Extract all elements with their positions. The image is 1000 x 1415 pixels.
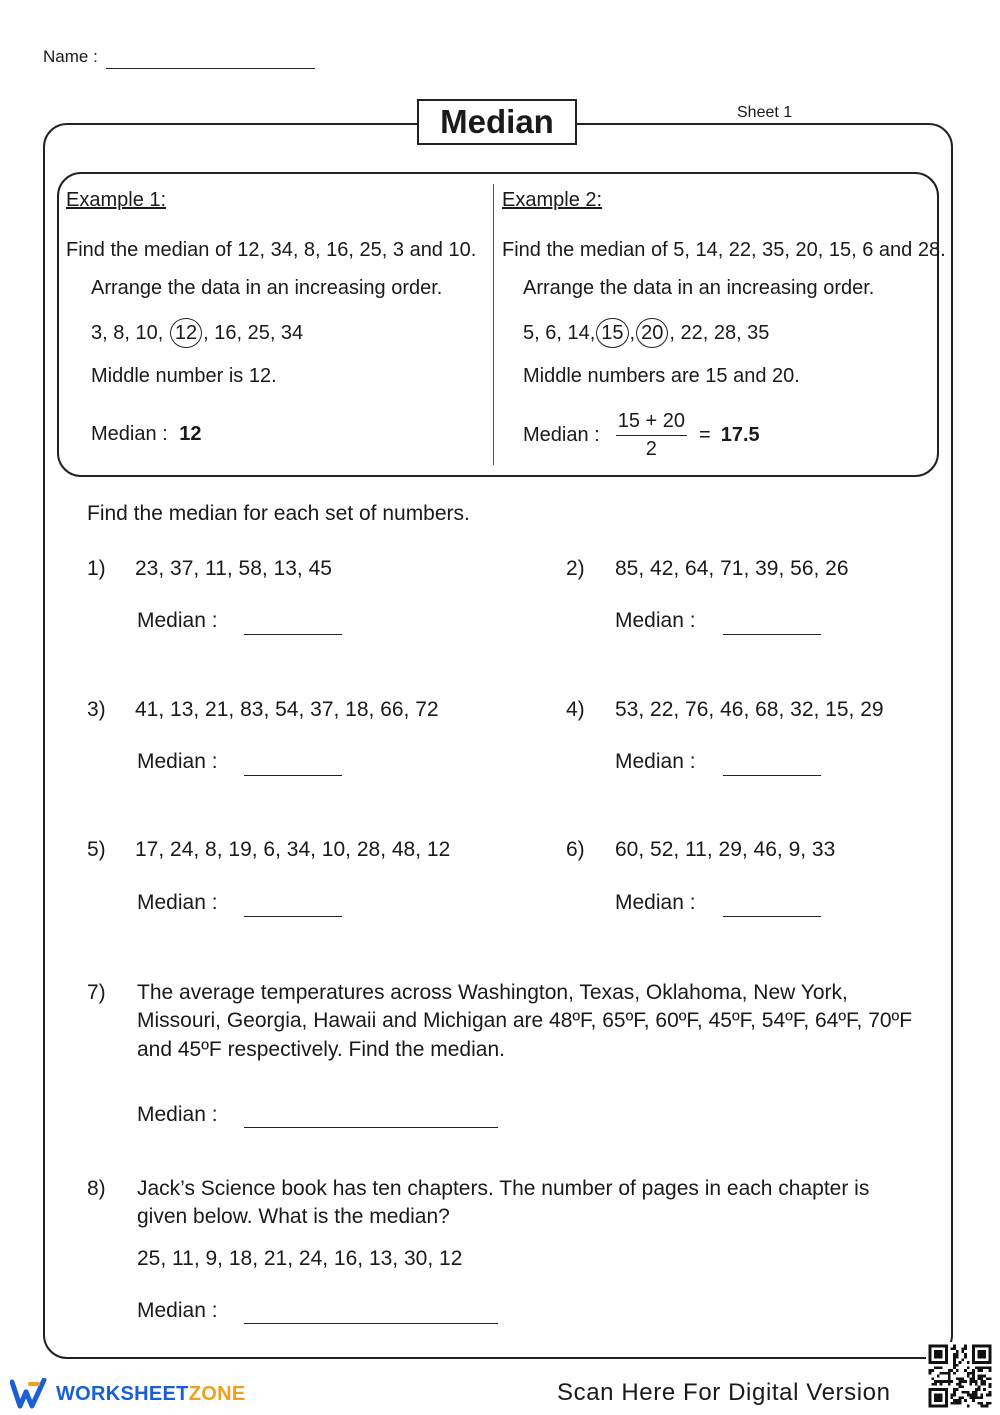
answer-line[interactable] — [244, 1127, 498, 1128]
qr-code-icon[interactable] — [926, 1342, 994, 1410]
example1-instruction: Arrange the data in an increasing order. — [91, 277, 443, 299]
problem-text-line: given below. What is the median? — [137, 1205, 450, 1228]
problem-data: 41, 13, 21, 83, 54, 37, 18, 66, 72 — [135, 698, 439, 721]
median-fraction — [616, 410, 687, 461]
circled-middle-value: 12 — [170, 318, 202, 348]
problem-data: 60, 52, 11, 29, 46, 9, 33 — [615, 838, 836, 861]
problem-data: 23, 37, 11, 58, 13, 45 — [135, 557, 332, 580]
problem-data: 85, 42, 64, 71, 39, 56, 26 — [615, 557, 849, 580]
example1-question: Find the median of 12, 34, 8, 16, 25, 3 and 10. — [66, 239, 477, 261]
sorted-values: , 16, 25, 34 — [203, 322, 304, 344]
problem-data: 17, 24, 8, 19, 6, 34, 10, 28, 48, 12 — [135, 838, 451, 861]
problem-number: 8) — [87, 1177, 106, 1200]
problem-text-line: Jack’s Science book has ten chapters. The number of pages in each chapter is — [137, 1177, 870, 1200]
examples-divider — [493, 184, 494, 465]
median-label: Median : — [137, 609, 218, 632]
circled-middle-value: 15 — [596, 318, 628, 348]
median-label: Median : — [91, 423, 168, 445]
answer-line[interactable] — [723, 916, 821, 917]
problem-number: 3) — [87, 698, 106, 721]
median-label: Median : — [137, 1299, 218, 1322]
brand-name-part: ZONE — [188, 1382, 246, 1405]
equals-sign: = — [699, 424, 711, 446]
median-label: Median : — [137, 1103, 218, 1126]
example1-result — [91, 423, 202, 446]
problem-text-line: The average temperatures across Washington, Texas, Oklahoma, New York, — [137, 981, 848, 1004]
brand — [10, 1378, 245, 1410]
problem-number: 4) — [566, 698, 585, 721]
median-label: Median : — [137, 891, 218, 914]
example2-question: Find the median of 5, 14, 22, 35, 20, 15, 6 and 28. — [502, 239, 946, 261]
brand-name-part: WORKSHEET — [56, 1382, 189, 1405]
example2-instruction: Arrange the data in an increasing order. — [523, 277, 875, 299]
sorted-values: 5, 6, 14, — [523, 322, 596, 344]
name-label: Name : — [43, 47, 98, 66]
problem-data: 25, 11, 9, 18, 21, 24, 16, 13, 30, 12 — [137, 1247, 463, 1270]
example2-sorted-data — [523, 318, 769, 348]
problem-text-line: and 45ºF respectively. Find the median. — [137, 1038, 505, 1061]
answer-line[interactable] — [244, 634, 342, 635]
circled-middle-value: 20 — [636, 318, 668, 348]
problem-number: 1) — [87, 557, 106, 580]
comma: , — [629, 322, 636, 344]
example2-middle-text: Middle numbers are 15 and 20. — [523, 365, 800, 387]
problem-number: 2) — [566, 557, 585, 580]
example1-middle-text: Middle number is 12. — [91, 365, 277, 387]
median-label: Median : — [137, 750, 218, 773]
median-label: Median : — [615, 891, 696, 914]
brand-name — [56, 1383, 245, 1406]
answer-line[interactable] — [244, 916, 342, 917]
median-label: Median : — [615, 609, 696, 632]
answer-line[interactable] — [723, 775, 821, 776]
answer-line[interactable] — [723, 634, 821, 635]
problem-data: 53, 22, 76, 46, 68, 32, 15, 29 — [615, 698, 884, 721]
worksheetzone-logo-icon — [10, 1378, 50, 1410]
sorted-values: 3, 8, 10, — [91, 322, 164, 344]
example2-result — [523, 410, 760, 461]
scan-text: Scan Here For Digital Version — [557, 1379, 891, 1406]
median-value: 17.5 — [720, 424, 760, 446]
page-title: Median — [417, 99, 577, 145]
example2-heading: Example 2: — [502, 189, 603, 211]
median-label: Median : — [615, 750, 696, 773]
sheet-label: Sheet 1 — [737, 104, 793, 121]
instructions: Find the median for each set of numbers. — [87, 502, 470, 525]
median-label: Median : — [523, 424, 600, 446]
sorted-values: , 22, 28, 35 — [669, 322, 770, 344]
problem-number: 6) — [566, 838, 585, 861]
example1-heading: Example 1: — [66, 189, 167, 211]
answer-line[interactable] — [244, 775, 342, 776]
answer-line[interactable] — [244, 1323, 498, 1324]
name-input-line[interactable] — [106, 68, 315, 69]
problem-number: 5) — [87, 838, 106, 861]
example1-sorted-data — [91, 318, 303, 348]
fraction-denominator: 2 — [645, 438, 657, 460]
problem-number: 7) — [87, 981, 106, 1004]
fraction-numerator: 15 + 20 — [616, 410, 687, 436]
problem-text-line: Missouri, Georgia, Hawaii and Michigan are 48ºF, 65ºF, 60ºF, 45ºF, 54ºF, 64ºF, 70ºF — [137, 1009, 913, 1032]
median-value: 12 — [179, 423, 202, 445]
